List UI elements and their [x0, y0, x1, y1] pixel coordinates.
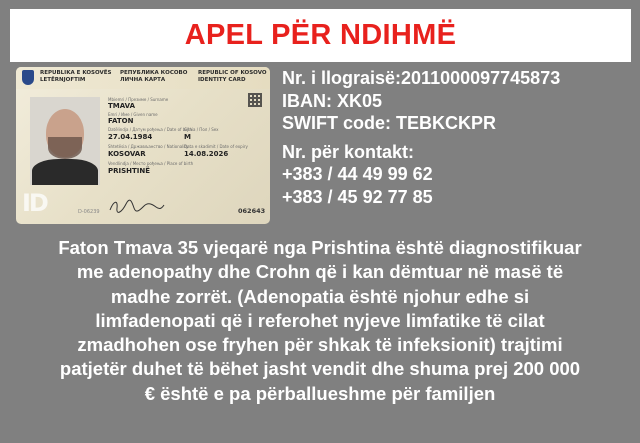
- given-name-value: FATON: [108, 117, 134, 125]
- expiry-value: 14.08.2026: [184, 150, 229, 158]
- id-card-image: [16, 67, 270, 224]
- document-number: 062643: [238, 207, 266, 215]
- photo-beard: [48, 137, 82, 159]
- id-doc-small-code: D-06239: [78, 209, 100, 215]
- dob-label: Datëlindja / Датум рођења / Date of birth: [108, 127, 193, 132]
- page-title: APEL PËR NDIHMË: [184, 19, 457, 51]
- nationality-label: Shtetësia / Држављанство / Nationality: [108, 144, 189, 149]
- phone-number-1: +383 / 44 49 99 62: [282, 164, 433, 184]
- contact-info: [282, 67, 560, 208]
- id-card-country-albanian: REPUBLIKA E KOSOVËS LETËRNJOFTIM: [40, 70, 112, 83]
- kosovo-emblem-icon: [22, 70, 34, 85]
- nationality-value: KOSOVAR: [108, 150, 146, 158]
- photo-shirt: [32, 159, 98, 185]
- id-watermark-letters: ID: [22, 189, 47, 217]
- swift-code: SWIFT code: TEBKCKPR: [282, 113, 496, 133]
- description-line: me adenopathy dhe Crohn që i kan dëmtuar në masë të: [76, 261, 564, 283]
- given-name-label: Emri / Име / Given name: [108, 112, 158, 117]
- description-line: madhe zorrët. (Adenopatia është njohur edhe si: [110, 285, 530, 307]
- signature-image: [108, 198, 166, 214]
- account-number: Nr. i llograisë:201100009774587​3: [282, 68, 561, 88]
- iban: IBAN: XK05: [282, 90, 383, 111]
- qr-code-icon: [248, 93, 262, 107]
- dob-value: 27.04.1984: [108, 133, 153, 141]
- surname-value: TMAVA: [108, 102, 136, 110]
- sex-value: M: [184, 133, 191, 141]
- description-line: Faton Tmava 35 vjeqarë nga Prishtina është diagnostifikuar: [58, 237, 582, 258]
- contact-label: Nr. për kontakt:: [282, 141, 415, 162]
- description-line: zmadhohen ose fryhen për shkak të infeksionit) trajtimi: [77, 334, 563, 356]
- surname-label: Mbiemri / Презиме / Surname: [108, 97, 169, 102]
- description-line: € është e pa përballueshme për familjen: [144, 382, 496, 404]
- id-card-country-serbian: РЕПУБЛИКА КОСОВО ЛИЧНА КАРТА: [120, 70, 188, 83]
- id-photo: [30, 97, 100, 185]
- place-of-birth-label: Vendlindja / Место рођења / Place of birth: [108, 161, 194, 166]
- title-banner: [10, 9, 631, 62]
- id-card-country-english: REPUBLIC OF KOSOVO IDENTITY CARD: [198, 70, 267, 83]
- description-line: limfadenopati që i referohet nyjeve limfatike të cilat: [95, 309, 545, 331]
- place-of-birth-value: PRISHTINË: [108, 167, 151, 175]
- expiry-label: Data e skadimit / Date of expiry: [184, 144, 248, 149]
- description-line: patjetër duhet të bëhet jasht vendit dhe shuma prej 200 000: [59, 358, 581, 380]
- sex-label: Gjinia / Пол / Sex: [184, 127, 219, 132]
- appeal-description: [8, 236, 632, 406]
- phone-number-2: +383 / 45 92 77 85: [282, 186, 433, 207]
